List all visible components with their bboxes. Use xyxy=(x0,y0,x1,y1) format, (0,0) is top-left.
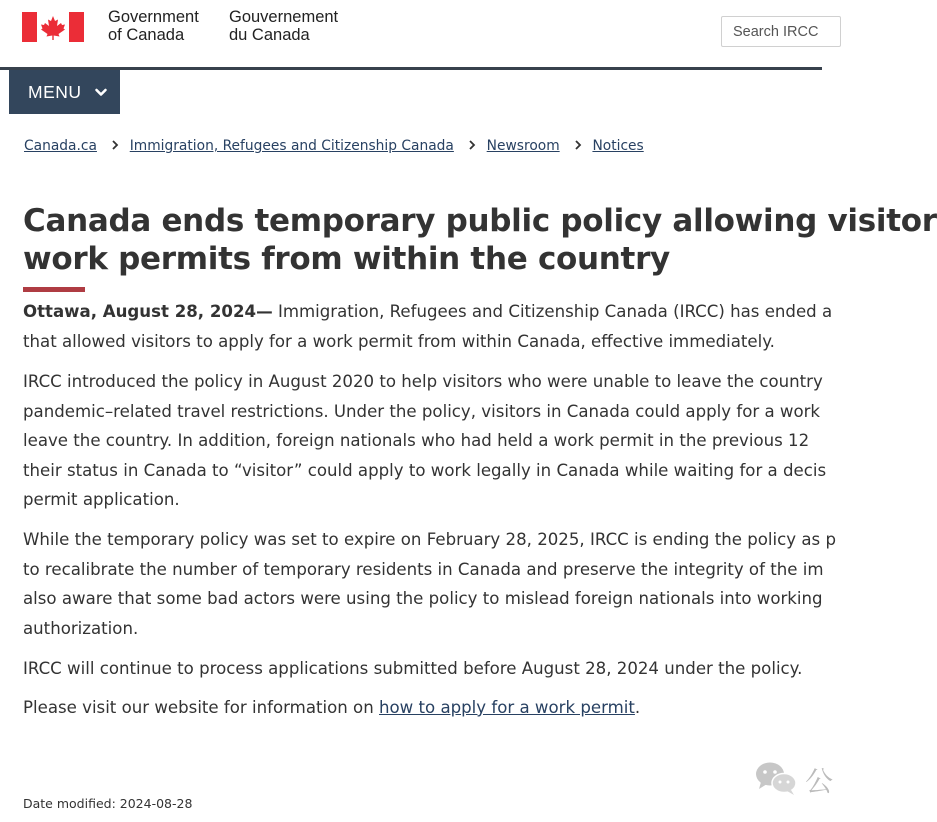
article-paragraph-3 xyxy=(23,525,836,643)
paragraph-line: pandemic–related travel restrictions. Under the policy, visitors in Canada could apply for a work xyxy=(23,401,821,421)
paragraph-line: While the temporary policy was set to expire on February 28, 2025, IRCC is ending the policy as p xyxy=(23,530,836,549)
article-paragraph-1 xyxy=(23,297,832,356)
paragraph-line: to recalibrate the number of temporary residents in Canada and preserve the integrity of the im xyxy=(23,559,824,579)
government-wordmark-en[interactable] xyxy=(108,8,199,44)
paragraph-line: that allowed visitors to apply for a work permit from within Canada, effective immediately. xyxy=(23,331,775,351)
article-paragraph-2 xyxy=(23,367,826,515)
paragraph-line: IRCC will continue to process applications submitted before August 28, 2024 under the policy. xyxy=(23,659,803,678)
date-modified xyxy=(23,796,192,811)
canada-flag-icon[interactable] xyxy=(22,12,84,42)
breadcrumb xyxy=(24,138,644,154)
search-input[interactable]: Search IRCC xyxy=(721,16,841,47)
breadcrumb-link-ircc[interactable]: Immigration, Refugees and Citizenship Canada xyxy=(129,138,454,154)
paragraph-line: also aware that some bad actors were using the policy to mislead foreign nationals into working xyxy=(23,589,823,608)
wechat-icon xyxy=(754,760,798,796)
wordmark-en-line2: of Canada xyxy=(108,26,185,44)
paragraph-line: . xyxy=(634,698,641,717)
page-title xyxy=(23,202,937,278)
wordmark-fr-line1: Gouvernement xyxy=(229,8,339,26)
paragraph-line: Please visit our website for information on xyxy=(23,698,379,717)
date-modified-label: Date modified: xyxy=(23,796,116,811)
chevron-right-icon xyxy=(574,140,582,150)
government-wordmark-fr[interactable] xyxy=(229,8,338,44)
paragraph-line: their status in Canada to “visitor” could apply to work legally in Canada while waiting for a decis xyxy=(23,460,827,480)
paragraph-line: permit application. xyxy=(23,490,180,509)
paragraph-line: authorization. xyxy=(23,618,139,638)
paragraph-line: Immigration, Refugees and Citizenship Canada (IRCC) has ended a xyxy=(272,302,833,321)
article-dateline: Ottawa, August 28, 2024— xyxy=(23,302,273,321)
page-title-line1: Canada ends temporary public policy allowing visitor xyxy=(23,203,937,239)
chevron-down-icon xyxy=(95,88,107,97)
article-paragraph-4 xyxy=(23,654,802,684)
breadcrumb-link-notices[interactable]: Notices xyxy=(592,138,644,154)
paragraph-line: leave the country. In addition, foreign nationals who had held a work permit in the previous 12 xyxy=(23,431,810,450)
chevron-right-icon xyxy=(468,140,476,150)
watermark-glyph: 公 xyxy=(805,765,834,798)
paragraph-line: IRCC introduced the policy in August 2020 to help visitors who were unable to leave the country xyxy=(23,372,823,391)
article-paragraph-5 xyxy=(23,693,640,723)
breadcrumb-link-newsroom[interactable]: Newsroom xyxy=(486,138,560,154)
chevron-right-icon xyxy=(111,140,119,150)
breadcrumb-link-canada[interactable]: Canada.ca xyxy=(24,138,97,154)
date-modified-value: 2024-08-28 xyxy=(119,796,193,811)
site-header xyxy=(0,0,822,67)
page-title-line2: work permits from within the country xyxy=(23,241,670,277)
wordmark-en-line1: Government xyxy=(108,8,199,26)
menu-button-label: MENU xyxy=(28,82,82,102)
header-divider xyxy=(0,67,822,70)
menu-button[interactable] xyxy=(9,70,120,114)
work-permit-link[interactable]: how to apply for a work permit xyxy=(379,698,635,717)
title-accent-rule xyxy=(23,287,85,292)
wordmark-fr-line2: du Canada xyxy=(229,26,310,44)
